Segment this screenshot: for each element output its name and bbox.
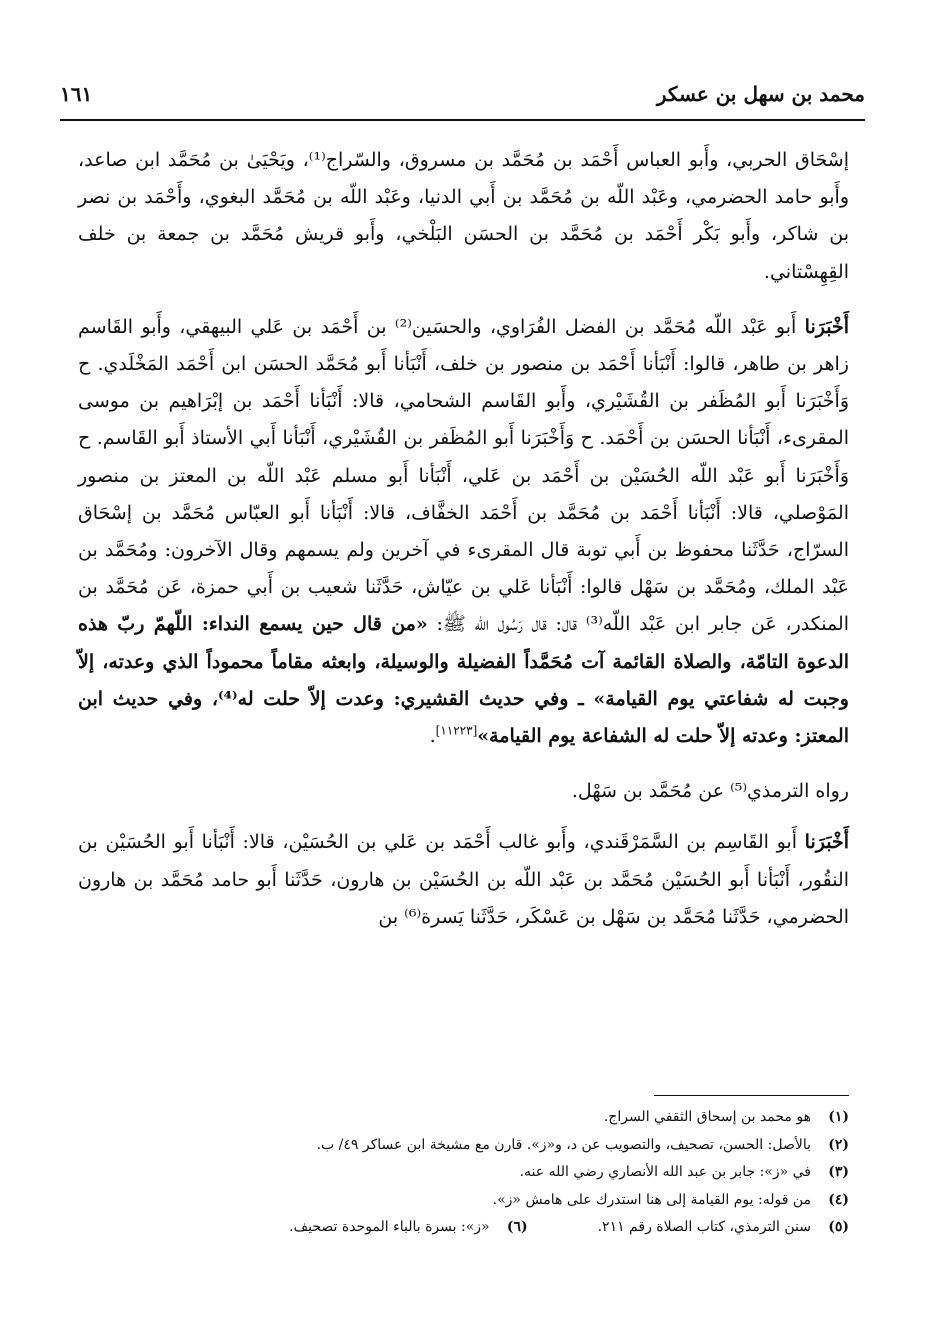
- footnote-text: في «ز»: جابر بن عبد الله الأنصاري رضي الله عنه.: [519, 1164, 811, 1180]
- footnote-text: سنن الترمذي، كتاب الصلاة رقم ٢١١.: [597, 1219, 811, 1235]
- footnotes: [78, 1104, 849, 1242]
- paragraph-4-text: أَبو القَاسِم بن السَّمَرْقَندي، وأَبو غالب أَحْمَد بن عَلي بن الحُسَيْن، قالا: أَنْبَأنا أَبو الحُسَيْن بن النقُور، أَنْبَأنا أَبو الحُسَيْن مُحَمَّد بن عَبْد اللّه بن الحُسَيْن بن هارون، حَدَّثَنا أَبو حامد مُحَمَّد بن هارون الحضرمي، حَدَّثَنا مُحَمَّد بن سَهْل بن عَسْكَر، حَدَّثَنا يَسرة⁽⁶⁾ بن: [78, 831, 849, 928]
- page-number: ١٦١: [60, 82, 93, 106]
- footnote-number: (٥): [828, 1219, 849, 1235]
- hadith-text: «من قال حين يسمع النداء: اللّهمّ ربّ هذه الدعوة التامّة، والصلاة القائمة آت مُحَمَّداً الفضيلة والوسيلة، وابعثه مقاماً محموداً الذي وعدته، إلاّ وجبت له شفاعتي يوم القيامة» ـ وفي حديث القشيري: وعدت إلاّ حلت له⁽⁴⁾، وفي حديث ابن المعتز: وعدته إلاّ حلت له الشفاعة يوم القيامة»: [78, 613, 849, 748]
- footnote-2: [78, 1132, 849, 1160]
- paragraph-4-lead: أَخْبَرَنا: [804, 831, 849, 854]
- paragraph-3: رواه الترمذي⁽⁵⁾ عن مُحَمَّد بن سَهْل.: [571, 780, 849, 803]
- footnote-number: (١): [828, 1109, 849, 1125]
- footnote-text: هو محمد بن إسحاق الثقفي السراج.: [603, 1109, 811, 1125]
- footnote-text: من قوله: يوم القيامة إلى هنا استدرك على هامش «ز».: [492, 1191, 811, 1208]
- running-title: محمد بن سهل بن عسكر: [656, 82, 865, 106]
- footnote-text: «ز»: بسرة بالباء الموحدة تصحيف.: [289, 1219, 490, 1235]
- hadith-reference: [١١٢٢٣]: [435, 723, 478, 738]
- footnote-number: (٤): [828, 1191, 849, 1208]
- footnote-number: (٣): [828, 1164, 849, 1180]
- footnote-1: [78, 1104, 849, 1132]
- paragraph-1: إسْحَاق الحربي، وأَبو العباس أَحْمَد بن مُحَمَّد بن مسروق، والسّراج⁽¹⁾، ويَحْيَىٰ بن مُحَمَّد ابن صاعد، وأَبو حامد الحضرمي، وعَبْد اللّه بن مُحَمَّد بن أَبي الدنيا، وعَبْد اللّه بن مُحَمَّد البغوي، وأَحْمَد بن نصر بن شاكر، وأَبو بَكْر أَحْمَد بن مُحَمَّد بن الحسَن البَلْخي، وأَبو قريش مُحَمَّد بن جمعة بن خلف القِهِسْتاني.: [78, 149, 849, 283]
- paragraph-2-lead: أَخْبَرَنا: [804, 315, 849, 338]
- paragraph-2: [78, 309, 849, 755]
- footnote-number: (٦): [506, 1219, 528, 1235]
- paragraph-2-isnad: أَبو عَبْد اللّه مُحَمَّد بن الفضل الفُرَاوي، والحسَين⁽²⁾ بن أَحْمَد بن عَلي البيهقي، وأَبو القَاسم زاهر بن طاهر، قالوا: أَنْبَأنا أَحْمَد بن منصور بن خلف، أَنْبَأنا أَبو مُحَمَّد الحسَن ابن أَحْمَد المَخْلَدي. ح وَأَخْبَرَنا أَبو المُظَفر بن القُشَيْري، وأَبو القَاسم الشحامي، قالا: أَنْبَأنا أَحْمَد بن إبْرَاهيم بن موسى المقرىء، أَنْبَأنا الحسَن بن أَحْمَد. ح وَأَخْبَرَنا أَبو المُظَفر بن القُشَيْري، أَنْبَأنا أَبي الأستاذ أَبو القَاسم. ح وَأَخْبَرَنا أَبو عَبْد اللّه الحُسَيْن بن أَحْمَد بن عَلي، أَنْبَأنا أَبو مسلم عَبْد اللّه بن المعتز بن منصور المَوْصلي، قالا: أَنْبَأنا أَحْمَد بن مُحَمَّد بن أَحْمَد الخفَّاف، قالا: أَنْبَأنا أَبو العبّاس مُحَمَّد بن إسْحَاق السرّاج، حَدَّثَنا محفوظ بن أَبي توبة قال المقرىء في آخرين ولم يسمهم وقال الآخرون: ومُحَمَّد بن عَبْد الملك، ومُحَمَّد بن سَهْل قالوا: أَنْبَأنا عَلي بن عيّاش، حَدَّثَنا شعيب بن أَبي حمزة، عَن مُحَمَّد بن المنكدر، عَن جابر ابن عَبْد اللّه⁽³⁾ قال: قال رَسُول اللّه ﷺ:: [78, 315, 850, 636]
- page-header: [60, 74, 865, 114]
- footnote-rule: [654, 1095, 849, 1096]
- footnote-4: [78, 1187, 849, 1215]
- footnote-number: (٢): [828, 1136, 849, 1153]
- footnote-3: [78, 1159, 849, 1187]
- header-rule: [60, 119, 865, 121]
- footnote-text: بالأصل: الحسن، تصحيف، والتصويب عن د، و«ز». قارن مع مشيخة ابن عساكر ٤٩/ ب.: [316, 1136, 811, 1153]
- paragraph-2-end: .: [429, 725, 436, 748]
- main-text: [78, 142, 849, 954]
- footnote-gap: [528, 1214, 598, 1242]
- footnote-5: [78, 1214, 849, 1242]
- paragraph-4: [78, 824, 849, 936]
